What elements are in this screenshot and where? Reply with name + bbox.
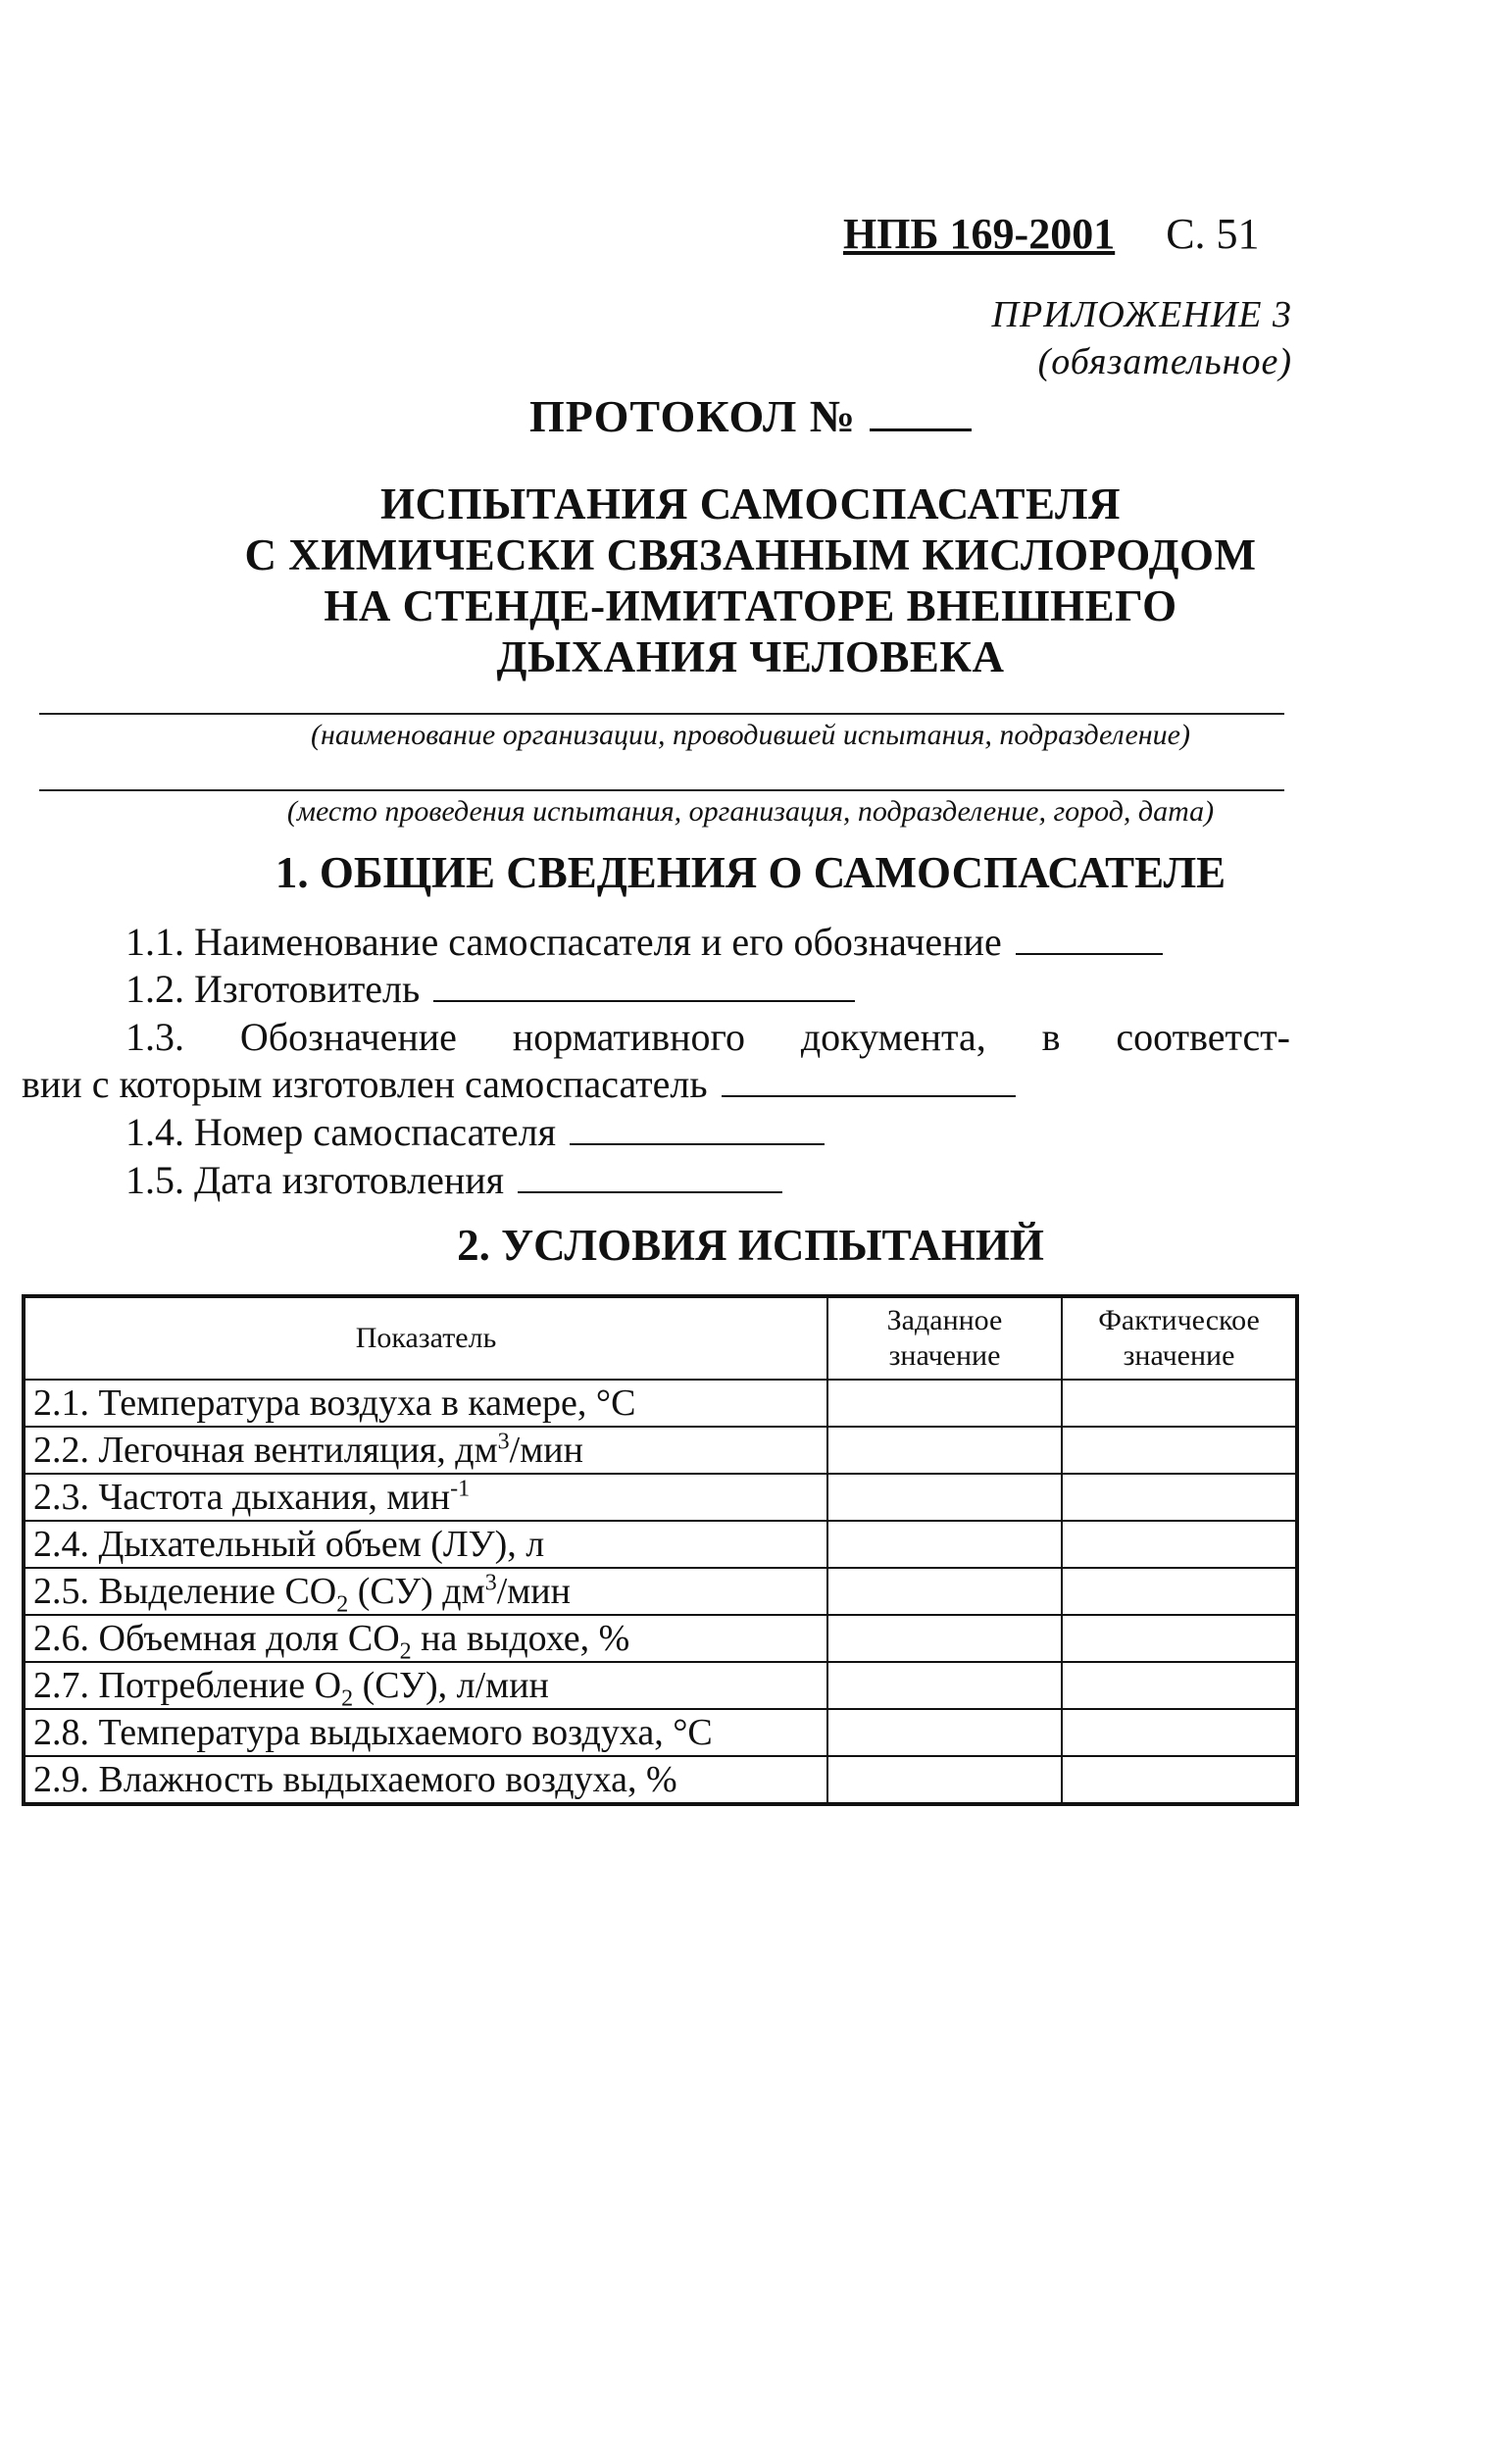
appendix-label <box>992 291 1292 385</box>
indicator-text: /мин <box>509 1430 583 1471</box>
table-row <box>24 1756 1297 1804</box>
subscript: 2 <box>399 1638 412 1665</box>
conditions-body <box>24 1380 1297 1804</box>
section1-heading: 1. ОБЩИЕ СВЕДЕНИЯ О САМОСПАСАТЕЛЕ <box>275 848 1226 897</box>
indicator-text: 2.3. Частота дыхания, мин <box>33 1477 451 1518</box>
place-caption: (место проведения испытания, организация, подразделение, город, дата) <box>286 795 1215 828</box>
header-text: Заданное <box>886 1304 1003 1336</box>
protocol-number-blank <box>870 427 972 431</box>
indicator-text: 2.9. Влажность выдыхаемого воздуха, % <box>33 1759 677 1800</box>
indicator-cell <box>24 1380 827 1427</box>
actual-value-cell[interactable] <box>1062 1474 1297 1521</box>
indicator-cell <box>24 1568 827 1618</box>
fill-blank <box>433 998 855 1002</box>
document-code: НПБ 169-2001 <box>843 210 1116 258</box>
indicator-text: 2.8. Температура выдыхаемого воздуха, °С <box>33 1712 713 1753</box>
fill-blank <box>1016 951 1163 955</box>
protocol-label: ПРОТОКОЛ № <box>529 391 856 441</box>
page-reference <box>843 209 1260 259</box>
subscript: 2 <box>336 1591 349 1618</box>
superscript: 3 <box>484 1570 497 1596</box>
document-title <box>0 478 1501 682</box>
fill-blank <box>722 1093 1016 1097</box>
target-value-cell[interactable] <box>827 1709 1062 1756</box>
list-item <box>125 966 855 1012</box>
table-row <box>24 1474 1297 1521</box>
table-row <box>24 1380 1297 1427</box>
appendix-status: (обязательное) <box>1037 341 1292 382</box>
title-line: ИСПЫТАНИЯ САМОСПАСАТЕЛЯ <box>379 479 1121 528</box>
target-value-cell[interactable] <box>827 1521 1062 1568</box>
list-item <box>125 1109 825 1155</box>
conditions-table <box>22 1294 1299 1806</box>
subscript: 2 <box>341 1685 354 1712</box>
indicator-text: 2.5. Выделение СО <box>33 1571 337 1612</box>
header-text: значение <box>888 1339 1001 1372</box>
actual-value-cell[interactable] <box>1062 1380 1297 1427</box>
table-row <box>24 1568 1297 1615</box>
indicator-text: 2.6. Объемная доля СО <box>33 1618 400 1659</box>
column-header-actual <box>1062 1296 1297 1380</box>
fill-blank <box>518 1189 782 1193</box>
indicator-cell <box>24 1756 827 1804</box>
list-item <box>125 1157 782 1203</box>
target-value-cell[interactable] <box>827 1568 1062 1615</box>
table-row <box>24 1709 1297 1756</box>
place-fill-line <box>39 789 1284 791</box>
table-row <box>24 1615 1297 1662</box>
actual-value-cell[interactable] <box>1062 1521 1297 1568</box>
indicator-text: /мин <box>496 1571 571 1612</box>
target-value-cell[interactable] <box>827 1615 1062 1662</box>
actual-value-cell[interactable] <box>1062 1709 1297 1756</box>
table-header-row <box>24 1296 1297 1380</box>
item-text: вии с которым изготовлен самоспасатель <box>22 1062 708 1106</box>
superscript: -1 <box>450 1476 471 1502</box>
appendix-title: ПРИЛОЖЕНИЕ 3 <box>991 294 1292 335</box>
target-value-cell[interactable] <box>827 1662 1062 1709</box>
indicator-cell <box>24 1474 827 1521</box>
organization-caption: (наименование организации, проводившей испытания, подразделение) <box>311 719 1190 751</box>
actual-value-cell[interactable] <box>1062 1427 1297 1474</box>
indicator-text: на выдохе, % <box>411 1618 630 1659</box>
indicator-cell <box>24 1709 827 1756</box>
target-value-cell[interactable] <box>827 1427 1062 1474</box>
actual-value-cell[interactable] <box>1062 1615 1297 1662</box>
organization-fill-line <box>39 713 1284 715</box>
fill-blank <box>570 1141 825 1145</box>
indicator-text: 2.2. Легочная вентиляция, дм <box>33 1430 498 1471</box>
indicator-cell <box>24 1662 827 1712</box>
actual-value-cell[interactable] <box>1062 1662 1297 1709</box>
title-line: НА СТЕНДЕ-ИМИТАТОРЕ ВНЕШНЕГО <box>324 581 1177 630</box>
list-item <box>125 919 1163 965</box>
header-text: Фактическое <box>1098 1304 1260 1336</box>
item-text: 1.5. Дата изготовления <box>125 1158 505 1202</box>
indicator-cell <box>24 1615 827 1665</box>
list-item: 1.3. Обозначение нормативного документа, в соответст- <box>125 1015 1290 1059</box>
indicator-text: 2.1. Температура воздуха в камере, °С <box>33 1383 636 1424</box>
item-text: 1.2. Изготовитель <box>125 967 421 1011</box>
header-text: значение <box>1123 1339 1235 1372</box>
item-text: 1.4. Номер самоспасателя <box>125 1110 556 1154</box>
superscript: 3 <box>497 1429 510 1455</box>
item-text: 1.1. Наименование самоспасателя и его обозначение <box>125 920 1002 964</box>
title-line: ДЫХАНИЯ ЧЕЛОВЕКА <box>496 632 1005 681</box>
indicator-cell <box>24 1427 827 1474</box>
actual-value-cell[interactable] <box>1062 1756 1297 1804</box>
table-row <box>24 1427 1297 1474</box>
title-line: С ХИМИЧЕСКИ СВЯЗАННЫМ КИСЛОРОДОМ <box>244 530 1257 579</box>
column-header-target <box>827 1296 1062 1380</box>
actual-value-cell[interactable] <box>1062 1568 1297 1615</box>
indicator-text: 2.4. Дыхательный объем (ЛУ), л <box>33 1524 545 1565</box>
table-row <box>24 1662 1297 1709</box>
indicator-cell <box>24 1521 827 1568</box>
indicator-text: 2.7. Потребление О <box>33 1665 342 1706</box>
list-item-continuation <box>22 1061 1016 1107</box>
protocol-heading <box>0 390 1501 442</box>
indicator-text: (СУ) дм <box>348 1571 485 1612</box>
target-value-cell[interactable] <box>827 1756 1062 1804</box>
page-number: С. 51 <box>1166 210 1260 258</box>
column-header-indicator: Показатель <box>24 1296 827 1380</box>
section2-heading: 2. УСЛОВИЯ ИСПЫТАНИЙ <box>457 1221 1044 1270</box>
target-value-cell[interactable] <box>827 1474 1062 1521</box>
target-value-cell[interactable] <box>827 1380 1062 1427</box>
table-row <box>24 1521 1297 1568</box>
indicator-text: (СУ), л/мин <box>353 1665 549 1706</box>
